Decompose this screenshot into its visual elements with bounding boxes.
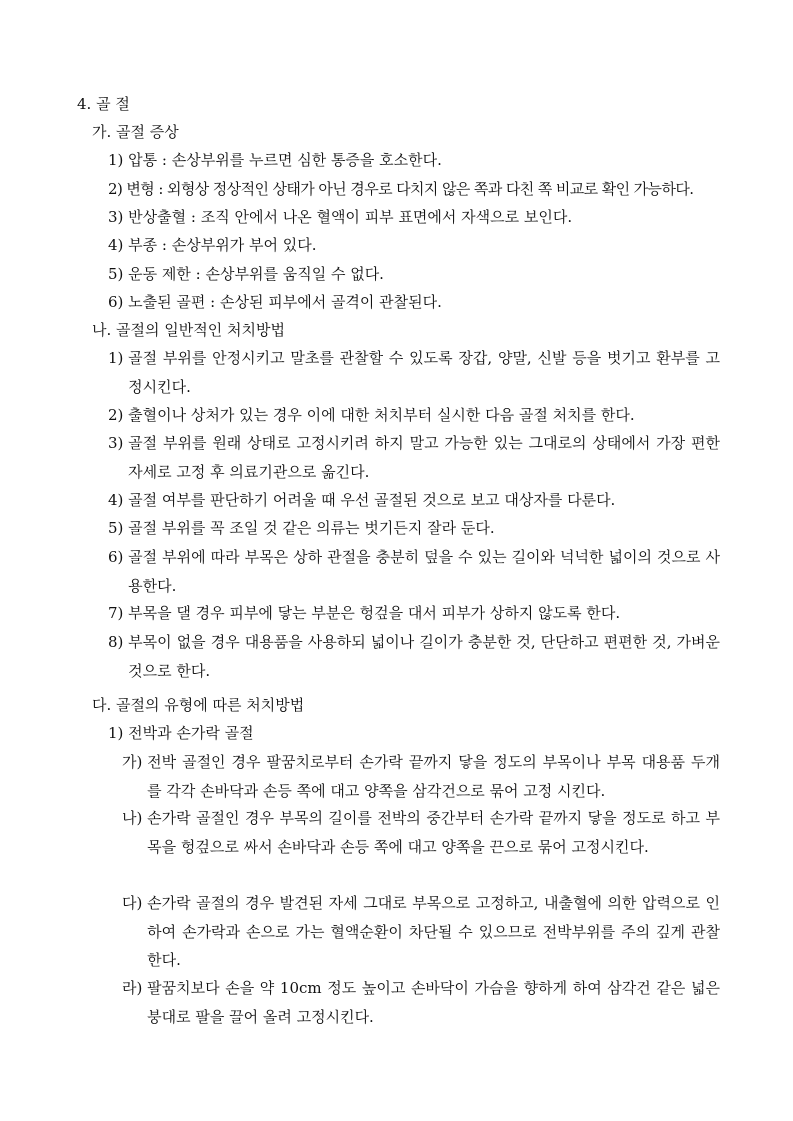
list-item: [122, 974, 720, 1031]
list-item: [122, 889, 720, 975]
item-text: 손가락 골절인 경우 부목의 길이를 전박의 중간부터 손가락 끝까지 닿을 정도로 하고 부목을 헝겊으로 싸서 손바닥과 손등 쪽에 대고 양쪽을 끈으로 묶어 고정시킨다.: [147, 809, 720, 856]
item-text: 골절 부위에 따라 부목은 상하 관절을 충분히 덮을 수 있는 길이와 넉넉한 넓이의 것으로 사용한다.: [128, 548, 720, 595]
item-number: 3): [108, 434, 129, 452]
item-text: 부목이 없을 경우 대용품을 사용하되 넓이나 길이가 충분한 것, 단단하고 편편한 것, 가벼운 것으로 한다.: [128, 633, 720, 680]
list-item: [108, 288, 442, 317]
list-item: [108, 175, 693, 204]
item-number: 1): [108, 349, 129, 367]
item-text: 골절 여부를 판단하기 어려울 때 우선 골절된 것으로 보고 대상자를 다룬다.: [128, 491, 616, 509]
item-number: 나): [122, 809, 148, 827]
list-item: [108, 429, 720, 486]
subsection-title-symptoms: 가. 골절 증상: [92, 123, 179, 141]
item-text: 골절 부위를 원래 상태로 고정시키려 하지 말고 가능한 있는 그대로의 상태에서 가장 편한 자세로 고정 후 의료기관으로 옮긴다.: [128, 434, 720, 481]
item-number: 2): [108, 406, 129, 424]
item-text: 압통 : 손상부위를 누르면 심한 통증을 호소한다.: [128, 151, 442, 169]
item-text: 부종 : 손상부위가 부어 있다.: [128, 236, 317, 254]
item-text: 부목을 댈 경우 피부에 닿는 부분은 헝겊을 대서 피부가 상하지 않도록 한다.: [128, 604, 621, 622]
item-number: 다): [122, 894, 148, 912]
item-number: 5): [108, 519, 129, 537]
list-item: [108, 486, 720, 515]
subsection-title-general-treatment: 나. 골절의 일반적인 처치방법: [92, 321, 285, 339]
item-text: 골절 부위를 꼭 조일 것 같은 의류는 벗기든지 잘라 둔다.: [128, 519, 495, 537]
list-item: [108, 203, 572, 232]
list-item: [108, 514, 720, 543]
list-item: [122, 804, 720, 861]
list-item: [108, 401, 720, 430]
list-item: [122, 748, 720, 805]
item-number: 4): [108, 491, 129, 509]
item-number: 4): [108, 236, 129, 254]
list-item: [108, 628, 720, 685]
item-text: 손가락 골절의 경우 발견된 자세 그대로 부목으로 고정하고, 내출혈에 의한 압력으로 인하여 손가락과 손으로 가는 혈액순환이 차단될 수 있으므로 전박부위를 주의 깊게 관찰한다.: [147, 894, 720, 969]
item-number: 5): [108, 265, 129, 283]
list-item: [108, 260, 384, 289]
item-number: 8): [108, 633, 129, 651]
group-title-forearm-finger: 1) 전박과 손가락 골절: [108, 724, 254, 742]
item-number: 라): [122, 979, 148, 997]
item-text: 노출된 골편 : 손상된 피부에서 골격이 관찰된다.: [128, 293, 442, 311]
item-text: 팔꿈치보다 손을 약 10cm 정도 높이고 손바닥이 가슴을 향하게 하여 삼각건 같은 넓은 붕대로 팔을 끌어 올려 고정시킨다.: [147, 979, 720, 1026]
item-text: 출혈이나 상처가 있는 경우 이에 대한 처치부터 실시한 다음 골절 처치를 한다.: [128, 406, 635, 424]
item-number: 3): [108, 208, 129, 226]
item-number: 6): [108, 293, 129, 311]
item-text: 전박 골절인 경우 팔꿈치로부터 손가락 끝까지 닿을 정도의 부목이나 부목 대용품 두개를 각각 손바닥과 손등 쪽에 대고 양쪽을 삼각건으로 묶어 고정 시킨다.: [147, 753, 720, 800]
subsection-title-type-treatment: 다. 골절의 유형에 따른 처치방법: [92, 696, 305, 714]
item-number: 2): [108, 180, 127, 198]
item-text: 반상출혈 : 조직 안에서 나온 혈액이 피부 표면에서 자색으로 보인다.: [128, 208, 573, 226]
list-item: [108, 599, 720, 628]
item-text: 골절 부위를 안정시키고 말초를 관찰할 수 있도록 장갑, 양말, 신발 등을 벗기고 환부를 고정시킨다.: [128, 349, 720, 396]
item-text: 운동 제한 : 손상부위를 움직일 수 없다.: [128, 265, 384, 283]
item-number: 가): [122, 753, 148, 771]
item-number: 1): [108, 151, 129, 169]
list-item: [108, 344, 720, 401]
section-heading: 4. 골 절: [77, 95, 130, 113]
list-item: [108, 146, 442, 175]
list-item: [108, 231, 316, 260]
item-text: 변형 : 외형상 정상적인 상태가 아닌 경우로 다치지 않은 쪽과 다친 쪽 비교로 확인 가능하다.: [126, 180, 694, 198]
list-item: [108, 543, 720, 600]
item-number: 7): [108, 604, 129, 622]
item-number: 6): [108, 548, 129, 566]
